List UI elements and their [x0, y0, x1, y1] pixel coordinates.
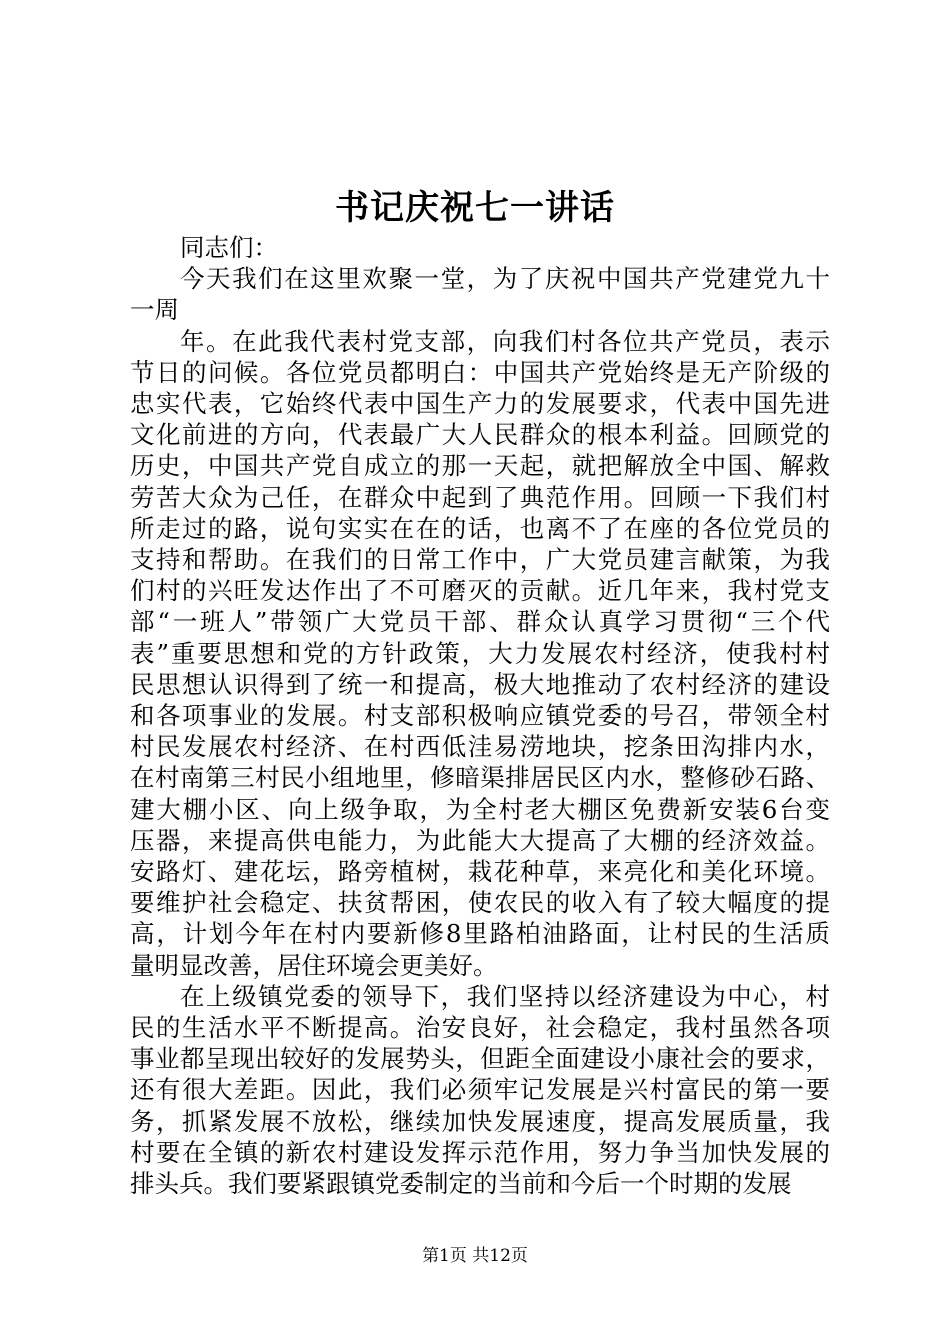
paragraph-list [130, 263, 830, 1199]
paragraph-line: 们村的兴旺发达作出了不可磨灭的贡献。近几年来，我村党支 [130, 576, 830, 606]
page-number-footer: 第1页 共12页 [422, 1246, 528, 1266]
paragraph-line: 支持和帮助。在我们的日常工作中，广大党员建言献策，为我 [130, 545, 830, 575]
paragraph-line: 所走过的路，说句实实在在的话，也离不了在座的各位党员的 [130, 513, 830, 543]
paragraph-line: 事业都呈现出较好的发展势头，但距全面建设小康社会的要求， [130, 1044, 830, 1074]
paragraph-line: 和各项事业的发展。村支部积极响应镇党委的号召，带领全村 [130, 701, 830, 731]
paragraph-line: 表”重要思想和党的方针政策，大力发展农村经济，使我村村 [130, 638, 830, 668]
paragraph-line: 村要在全镇的新农村建设发挥示范作用，努力争当加快发展的 [130, 1137, 830, 1167]
paragraph-line: 忠实代表，它始终代表中国生产力的发展要求，代表中国先进 [130, 389, 830, 419]
paragraph-line: 建大棚小区、向上级争取，为全村老大棚区免费新安装6台变 [130, 794, 830, 824]
document-body [130, 232, 830, 1199]
paragraph-line: 劳苦大众为己任，在群众中起到了典范作用。回顾一下我们村 [130, 482, 830, 512]
paragraph-line: 要维护社会稳定、扶贫帮困，使农民的收入有了较大幅度的提 [130, 888, 830, 918]
paragraph [130, 981, 830, 1199]
paragraph-line: 量明显改善，居住环境会更美好。 [130, 950, 498, 980]
paragraph-line: 村民发展农村经济、在村西低洼易涝地块，挖条田沟排内水， [130, 732, 830, 762]
paragraph-line: 历史，中国共产党自成立的那一天起，就把解放全中国、解救 [130, 451, 830, 481]
paragraph-line: 排头兵。我们要紧跟镇党委制定的当前和今后一个时期的发展 [130, 1169, 792, 1199]
paragraph-line: 民的生活水平不断提高。治安良好，社会稳定，我村虽然各项 [130, 1013, 830, 1043]
paragraph-line: 安路灯、建花坛，路旁植树，栽花种草，来亮化和美化环境。 [130, 857, 830, 887]
paragraph [130, 326, 830, 981]
paragraph-line: 务，抓紧发展不放松，继续加快发展速度，提高发展质量，我 [130, 1106, 830, 1136]
paragraph-line: 还有很大差距。因此，我们必须牢记发展是兴村富民的第一要 [130, 1075, 830, 1105]
paragraph [130, 263, 830, 325]
paragraph-line: 在上级镇党委的领导下，我们坚持以经济建设为中心，村 [180, 981, 830, 1011]
paragraph-line: 高，计划今年在村内要新修8里路柏油路面，让村民的生活质 [130, 919, 830, 949]
salutation: 同志们： [180, 233, 278, 262]
paragraph-line: 今天我们在这里欢聚一堂，为了庆祝中国共产党建党九十 [180, 264, 830, 294]
paragraph-line: 一周 [130, 295, 179, 325]
document-title: 书记庆祝七一讲话 [335, 188, 615, 228]
paragraph-line: 部“一班人”带领广大党员干部、群众认真学习贯彻“三个代 [130, 607, 830, 637]
paragraph-line: 节日的问候。各位党员都明白：中国共产党始终是无产阶级的 [130, 357, 830, 387]
paragraph-line: 民思想认识得到了统一和提高，极大地推动了农村经济的建设 [130, 669, 830, 699]
paragraph-line: 文化前进的方向，代表最广大人民群众的根本利益。回顾党的 [130, 420, 830, 450]
paragraph-line: 在村南第三村民小组地里，修暗渠排居民区内水，整修砂石路、 [130, 763, 830, 793]
paragraph-line: 压器，来提高供电能力，为此能大大提高了大棚的经济效益。 [130, 825, 830, 855]
paragraph-line: 年。在此我代表村党支部，向我们村各位共产党员，表示 [180, 326, 830, 356]
